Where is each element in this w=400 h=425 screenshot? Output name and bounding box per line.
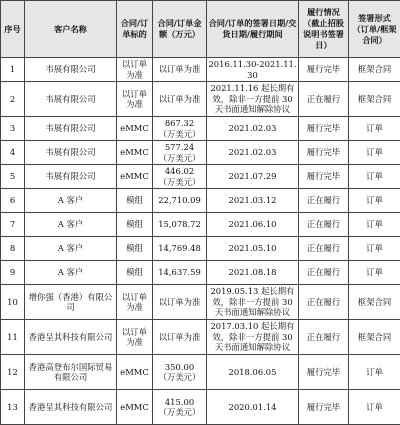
cell-subject: 模组 <box>117 261 153 285</box>
header-sign-form: 签署形式（订单/框架合同） <box>349 1 400 58</box>
cell-subject: 以订单为准 <box>117 320 153 355</box>
cell-customer: A 客户 <box>25 189 117 213</box>
cell-date: 2016.11.30-2021.11.30 <box>207 58 299 82</box>
cell-index: 1 <box>1 58 25 82</box>
header-index: 序号 <box>1 1 25 58</box>
cell-date: 2020.01.14 <box>207 390 299 425</box>
cell-sign-form: 框架合同 <box>349 320 400 355</box>
cell-subject: 模组 <box>117 189 153 213</box>
amount-unit: （万美元） <box>154 372 205 383</box>
cell-index: 7 <box>1 213 25 237</box>
cell-index: 8 <box>1 237 25 261</box>
cell-subject: eMMC <box>117 165 153 189</box>
cell-customer: 香港呈其科技有限公司 <box>25 390 117 425</box>
cell-customer: 香港呈其科技有限公司 <box>25 320 117 355</box>
table-row <box>1 82 400 117</box>
cell-sign-form: 订单 <box>349 355 400 390</box>
amount-unit: （万美元） <box>154 407 205 418</box>
cell-subject: eMMC <box>117 141 153 165</box>
cell-amount <box>153 261 207 285</box>
cell-date: 2021.03.12 <box>207 189 299 213</box>
amount-unit: （万美元） <box>154 177 205 188</box>
amount-value: 以订单为准 <box>154 94 205 105</box>
cell-index: 3 <box>1 117 25 141</box>
cell-subject: 以订单为准 <box>117 58 153 82</box>
cell-amount <box>153 58 207 82</box>
amount-value: 867.32 <box>154 118 205 129</box>
amount-value: 446.02 <box>154 166 205 177</box>
cell-sign-form: 框架合同 <box>349 285 400 320</box>
cell-amount <box>153 82 207 117</box>
table-row <box>1 58 400 82</box>
cell-subject: eMMC <box>117 355 153 390</box>
cell-customer: 香港高登布尔国际贸易有限公司 <box>25 355 117 390</box>
cell-customer: A 客户 <box>25 237 117 261</box>
amount-value: 以订单为准 <box>154 332 205 343</box>
header-customer: 客户名称 <box>25 1 117 58</box>
cell-status: 正在履行 <box>299 82 349 117</box>
cell-date: 2017.03.10 起长期有效，除非一方提前 30 天书面通知解除协议 <box>207 320 299 355</box>
cell-sign-form: 订单 <box>349 189 400 213</box>
cell-date: 2018.06.05 <box>207 355 299 390</box>
cell-amount <box>153 390 207 425</box>
cell-subject: 模组 <box>117 213 153 237</box>
header-contract-subject: 合同/订单标的 <box>117 1 153 58</box>
cell-amount <box>153 141 207 165</box>
amount-value: 22,710.09 <box>154 195 205 206</box>
cell-customer: 韦展有限公司 <box>25 141 117 165</box>
amount-value: 14,637.59 <box>154 267 205 278</box>
cell-customer: 韦展有限公司 <box>25 165 117 189</box>
cell-sign-form: 订单 <box>349 261 400 285</box>
cell-date: 2021.02.03 <box>207 141 299 165</box>
table-row <box>1 141 400 165</box>
amount-unit: （万美元） <box>154 129 205 140</box>
cell-status: 履行完毕 <box>299 390 349 425</box>
cell-date: 2021.06.10 <box>207 213 299 237</box>
cell-index: 5 <box>1 165 25 189</box>
cell-sign-form: 框架合同 <box>349 82 400 117</box>
amount-unit: （万美元） <box>154 153 205 164</box>
cell-customer: 增你强（香港）有限公司 <box>25 285 117 320</box>
cell-index: 4 <box>1 141 25 165</box>
cell-amount <box>153 117 207 141</box>
cell-sign-form: 框架合同 <box>349 58 400 82</box>
cell-index: 10 <box>1 285 25 320</box>
cell-amount <box>153 320 207 355</box>
table-body <box>1 58 400 425</box>
cell-sign-form: 订单 <box>349 213 400 237</box>
cell-status: 履行完毕 <box>299 165 349 189</box>
cell-amount <box>153 213 207 237</box>
cell-index: 2 <box>1 82 25 117</box>
cell-sign-form: 订单 <box>349 141 400 165</box>
cell-customer: A 客户 <box>25 261 117 285</box>
table-row <box>1 390 400 425</box>
cell-status: 履行完毕 <box>299 355 349 390</box>
table-row <box>1 117 400 141</box>
table-row <box>1 285 400 320</box>
cell-status: 履行完毕 <box>299 117 349 141</box>
cell-index: 12 <box>1 355 25 390</box>
cell-sign-form: 订单 <box>349 390 400 425</box>
header-status: 履行情况（截止招股说明书签署日） <box>299 1 349 58</box>
amount-value: 14,769.48 <box>154 243 205 254</box>
cell-date: 2021.08.18 <box>207 261 299 285</box>
table-row <box>1 261 400 285</box>
cell-date: 2021.05.10 <box>207 237 299 261</box>
cell-amount <box>153 285 207 320</box>
amount-value: 350.00 <box>154 362 205 373</box>
cell-status: 正在履行 <box>299 213 349 237</box>
cell-subject: 模组 <box>117 237 153 261</box>
cell-index: 11 <box>1 320 25 355</box>
table-row <box>1 165 400 189</box>
cell-status: 履行完毕 <box>299 58 349 82</box>
cell-amount <box>153 237 207 261</box>
cell-date: 2021.07.29 <box>207 165 299 189</box>
amount-value: 以订单为准 <box>154 297 205 308</box>
table-row <box>1 237 400 261</box>
cell-status: 正在履行 <box>299 261 349 285</box>
cell-customer: 韦展有限公司 <box>25 58 117 82</box>
table-row <box>1 320 400 355</box>
cell-amount <box>153 165 207 189</box>
amount-value: 15,078.72 <box>154 219 205 230</box>
cell-index: 6 <box>1 189 25 213</box>
cell-sign-form: 订单 <box>349 237 400 261</box>
cell-subject: 以订单为准 <box>117 82 153 117</box>
table-row <box>1 213 400 237</box>
cell-subject: eMMC <box>117 117 153 141</box>
cell-index: 13 <box>1 390 25 425</box>
cell-date: 2021.02.03 <box>207 117 299 141</box>
header-amount: 合同/订单金额（万元） <box>153 1 207 58</box>
table-row <box>1 355 400 390</box>
amount-value: 415.00 <box>154 397 205 408</box>
cell-amount <box>153 189 207 213</box>
cell-index: 9 <box>1 261 25 285</box>
cell-status: 正在履行 <box>299 189 349 213</box>
amount-value: 以订单为准 <box>154 64 205 75</box>
header-date: 合同/订单的签署日期/交货日期/履行期间 <box>207 1 299 58</box>
table-row <box>1 189 400 213</box>
cell-customer: 韦展有限公司 <box>25 117 117 141</box>
cell-customer: A 客户 <box>25 213 117 237</box>
cell-sign-form: 订单 <box>349 165 400 189</box>
cell-sign-form: 订单 <box>349 117 400 141</box>
cell-status: 正在履行 <box>299 237 349 261</box>
cell-status: 履行完毕 <box>299 141 349 165</box>
cell-date: 2021.11.16 起长期有效，除非一方提前 30 天书面通知解除协议 <box>207 82 299 117</box>
cell-subject: eMMC <box>117 390 153 425</box>
cell-customer: 韦展有限公司 <box>25 82 117 117</box>
cell-date: 2019.05.13 起长期有效，除非一方提前 30 天书面通知解除协议 <box>207 285 299 320</box>
cell-subject: 以订单为准 <box>117 285 153 320</box>
cell-status: 正在履行 <box>299 320 349 355</box>
amount-value: 577.24 <box>154 142 205 153</box>
cell-amount <box>153 355 207 390</box>
table-header-row <box>1 1 400 58</box>
cell-status: 正在履行 <box>299 285 349 320</box>
